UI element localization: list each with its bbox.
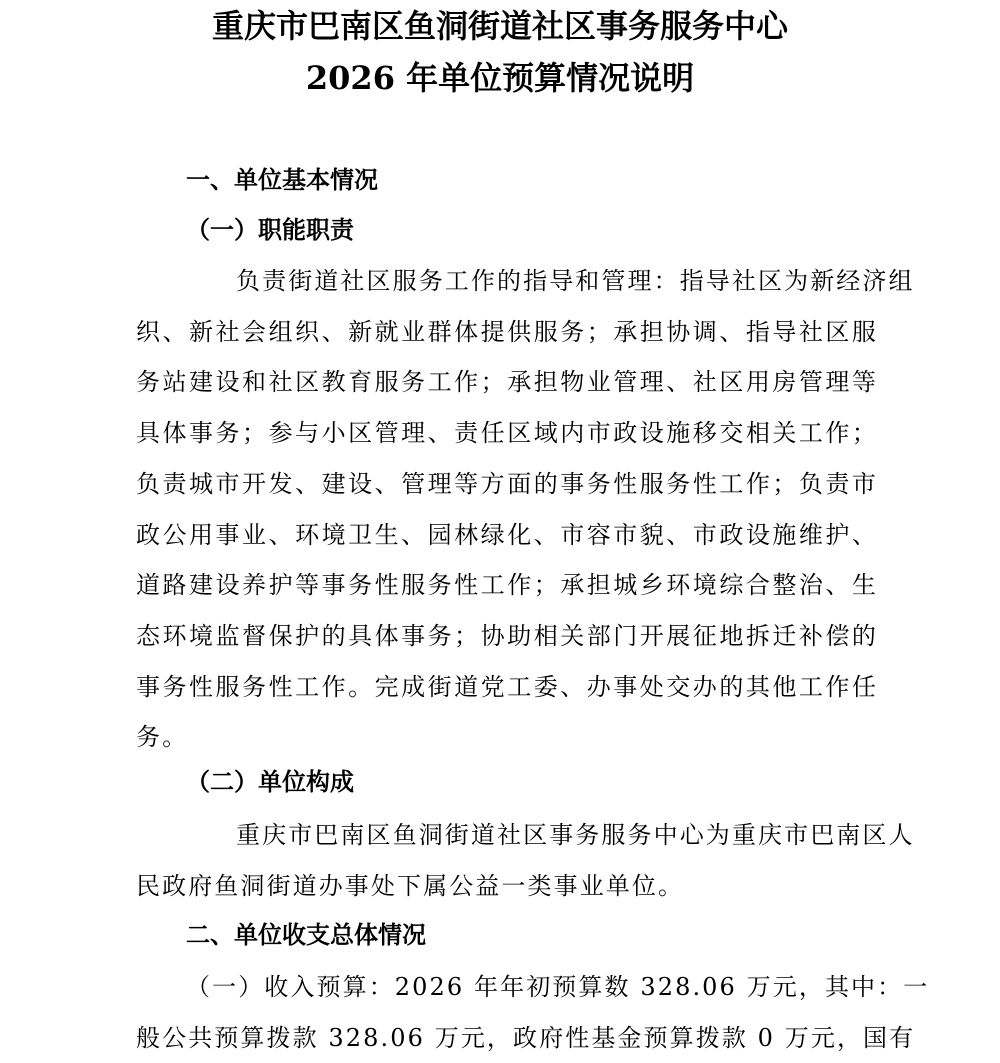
paragraph-line: 务站建设和社区教育服务工作；承担物业管理、社区用房管理等: [136, 368, 878, 397]
paragraph-line: 务。: [136, 723, 189, 752]
paragraph-line: 重庆市巴南区鱼洞街道社区事务服务中心为重庆市巴南区人: [236, 821, 915, 849]
income-budget-paragraph: [136, 962, 930, 1063]
document-title-line2: 2026 年单位预算情况说明: [305, 59, 695, 97]
paragraph-line: 民政府鱼洞街道办事处下属公益一类事业单位。: [136, 871, 685, 900]
paragraph-line: 道路建设养护等事务性服务性工作；承担城乡环境综合整治、生: [136, 571, 878, 600]
duties-paragraph: [136, 256, 915, 763]
section-heading-basic-info: 一、单位基本情况: [186, 166, 378, 194]
paragraph-line: 态环境监督保护的具体事务；协助相关部门开展征地拆迁补偿的: [136, 621, 878, 650]
paragraph-line: 织、新社会组织、新就业群体提供服务；承担协调、指导社区服: [136, 317, 878, 346]
paragraph-line: 负责街道社区服务工作的指导和管理：指导社区为新经济组: [236, 267, 915, 295]
paragraph-line: 事务性服务性工作。完成街道党工委、办事处交办的其他工作任: [136, 672, 878, 701]
paragraph-line: 具体事务；参与小区管理、责任区域内市政设施移交相关工作；: [136, 419, 878, 448]
paragraph-line: 负责城市开发、建设、管理等方面的事务性服务性工作；负责市: [136, 469, 878, 498]
composition-paragraph: [136, 810, 915, 911]
section-heading-budget-overview: 二、单位收支总体情况: [186, 921, 426, 949]
paragraph-line: （一）收入预算：2026 年年初预算数 328.06 万元，其中：一: [186, 973, 930, 1001]
subsection-heading-duties: （一）职能职责: [186, 216, 354, 244]
subsection-heading-composition: （二）单位构成: [186, 768, 354, 796]
document-title-line1: 重庆市巴南区鱼洞街道社区事务服务中心: [211, 7, 788, 45]
paragraph-line: 般公共预算拨款 328.06 万元，政府性基金预算拨款 0 万元，国有: [136, 1023, 916, 1052]
paragraph-line: 政公用事业、环境卫生、园林绿化、市容市貌、市政设施维护、: [136, 520, 878, 549]
